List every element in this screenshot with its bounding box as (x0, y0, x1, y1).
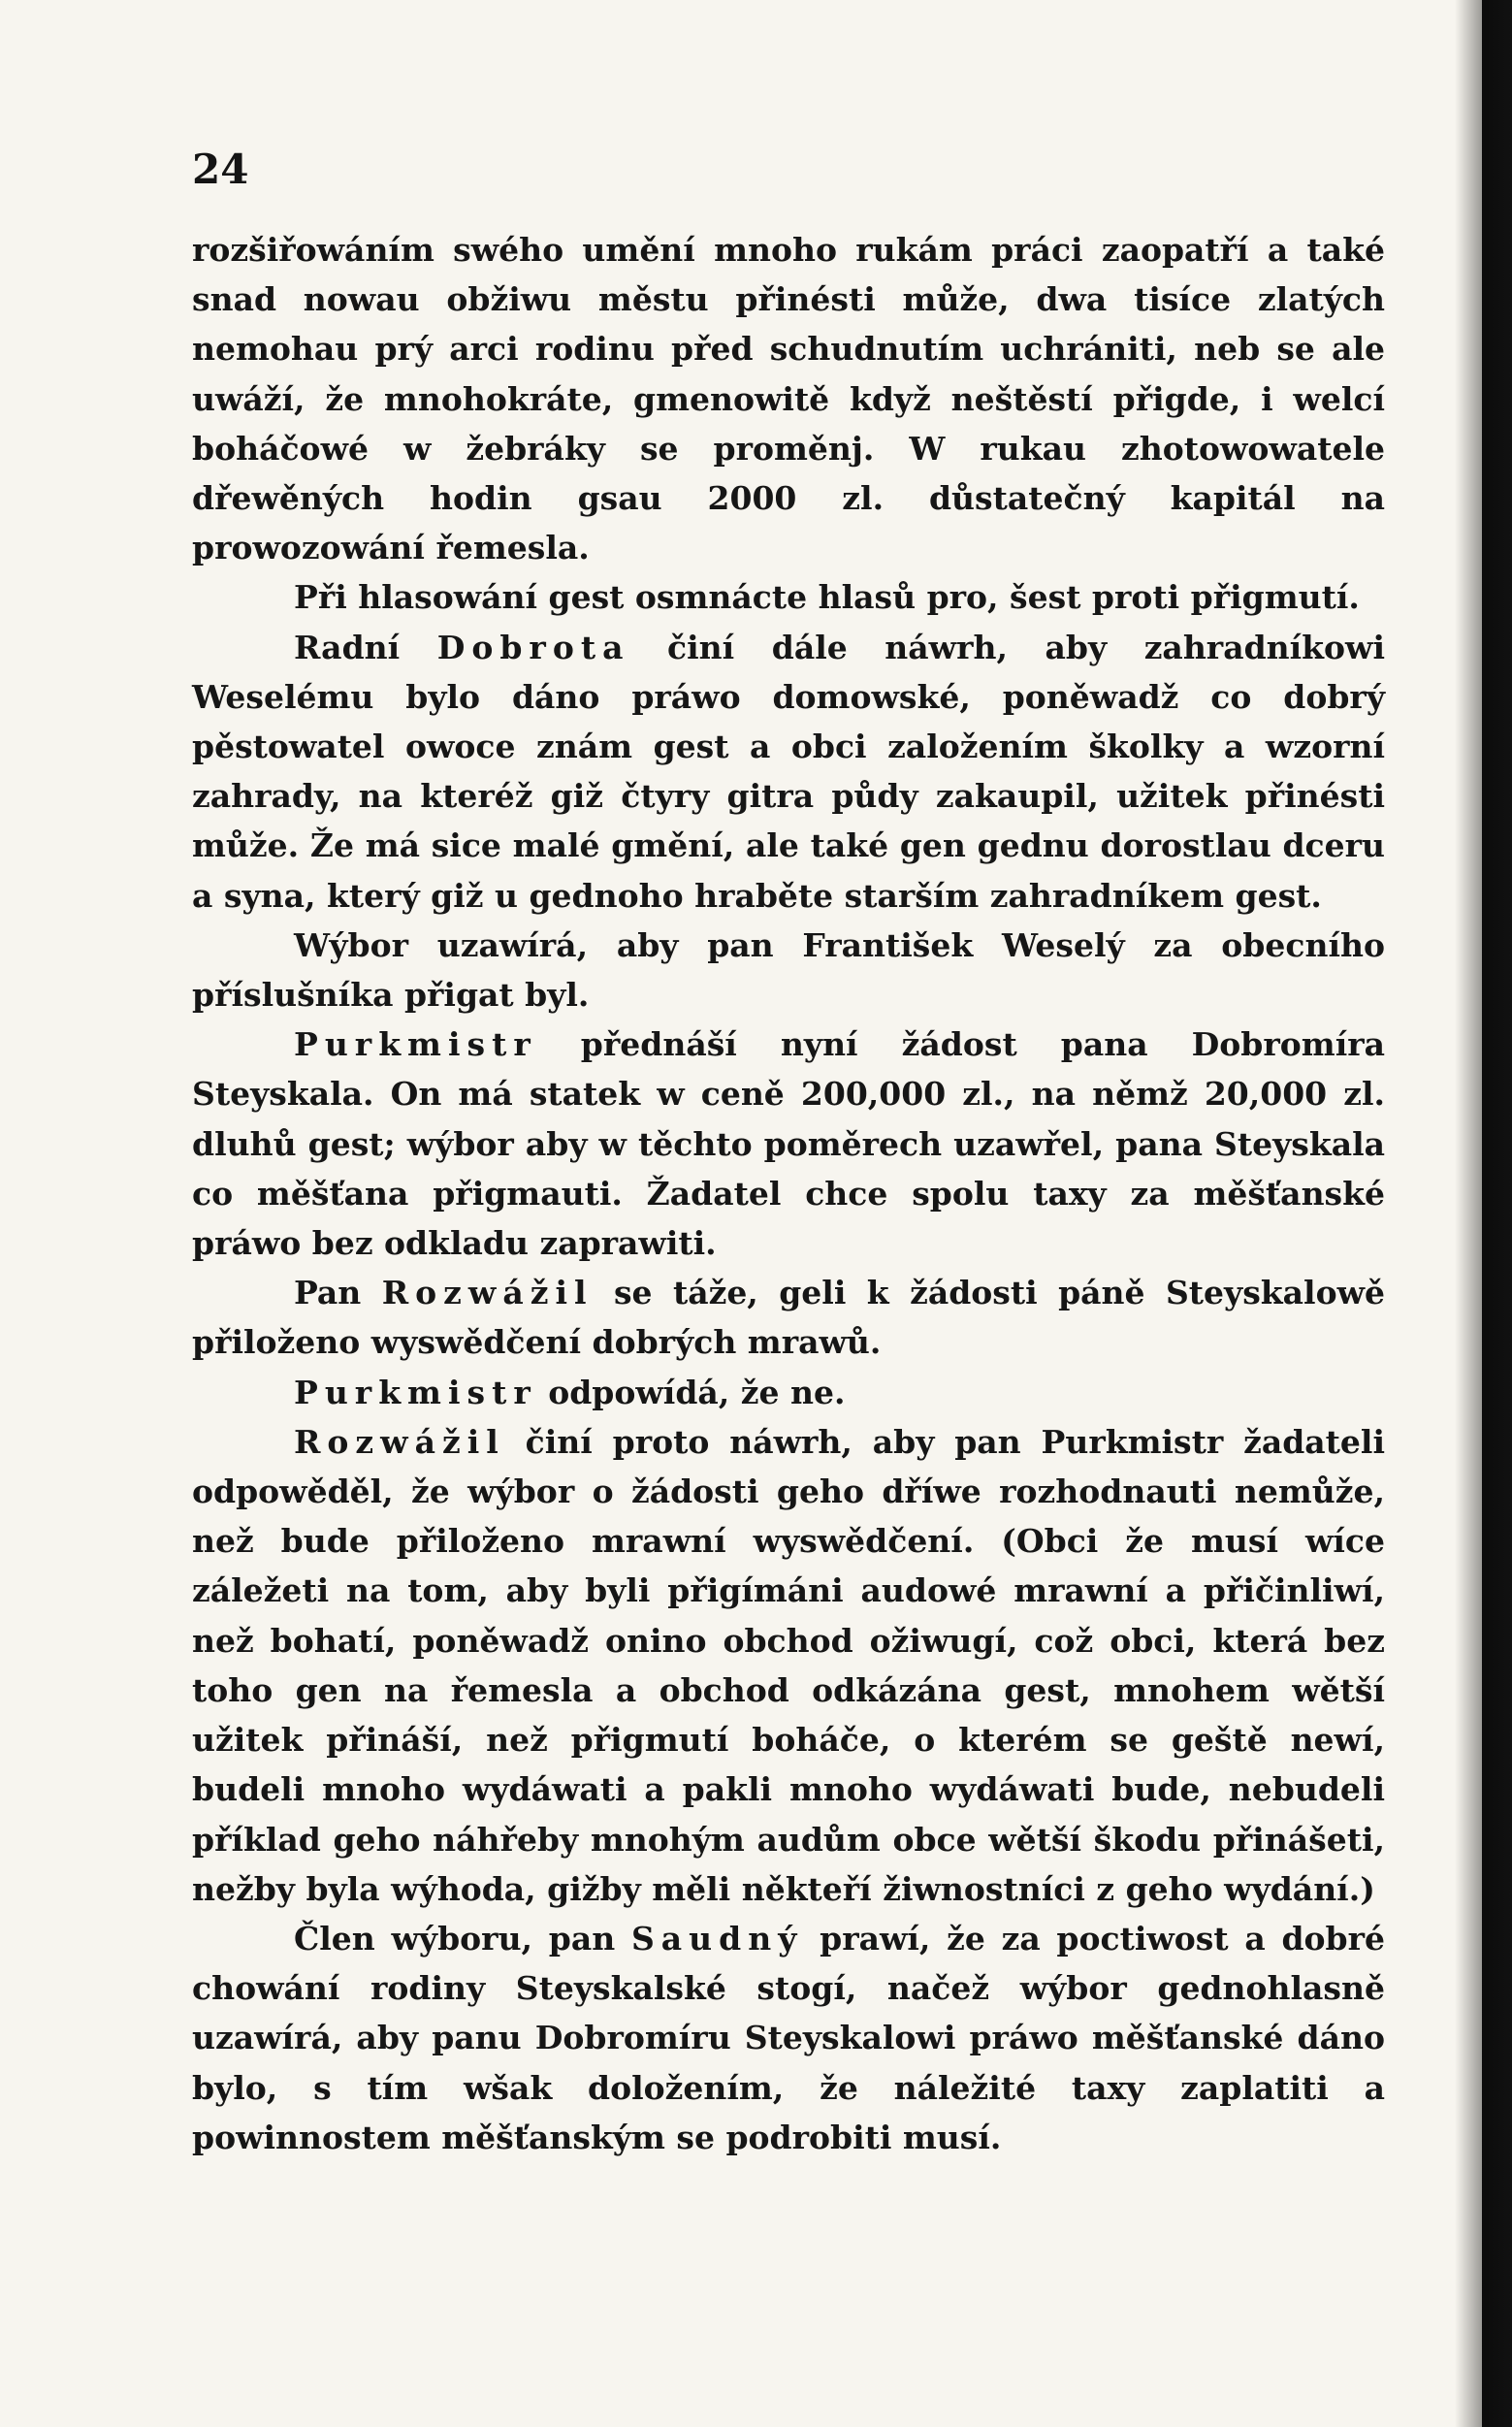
paragraph (192, 1368, 1385, 1417)
spaced-name: Dobrota (436, 628, 630, 666)
paragraph (192, 1417, 1385, 1914)
paragraph-text: přednáší nyní žádost pana Dobromíra Steyskala. On má statek w ceně 200,000 zl., na němž 20,000 zl. dluhů gest; wýbor aby w těchto poměrech uzawřel, pana Steyskala co měšťana přigmauti. Žadatel chce spolu taxy za měšťanské práwo bez odkladu zaprawiti. (192, 1025, 1385, 1263)
paragraph-text: Wýbor uzawírá, aby pan František Weselý za obecního příslušníka přigat byl. (192, 925, 1385, 1015)
paragraph (192, 1019, 1385, 1268)
paragraph (192, 1914, 1385, 2162)
spaced-name: Rozwážil (294, 1422, 505, 1461)
paragraph-text: odpowídá, že ne. (536, 1373, 846, 1411)
paragraph-text: Při hlasowání gest osmnácte hlasů pro, šest proti přigmutí. (294, 578, 1360, 617)
paragraph-text: činí proto náwrh, aby pan Purkmistr žadateli odpowěděl, že wýbor o žádosti geho dříwe rozhodnauti nemůže, než bude přiloženo mrawní wyswědčení. (Obci že musí wíce záležeti na tom, aby byli přigímáni audowé mrawní a přičinliwí, než bohatí, poněwadž onino obchod ožiwugí, což obci, která bez toho gen na řemesla a obchod odkázána gest, mnohem wětší užitek přináší, než přigmutí boháče, o kterém se geště newí, budeli mnoho wydáwati a pakli mnoho wydáwati bude, nebudeli příklad geho náhřeby mnohým audům obce wětší škodu přinášeti, nežby byla wýhoda, gižby měli někteří žiwnostníci z geho wydání.) (192, 1422, 1385, 1908)
page-number: 24 (192, 146, 249, 193)
page-edge-shadow (1455, 0, 1512, 2427)
paragraph-text: rozšiřowáním swého umění mnoho rukám práci zaopatří a také snad nowau obžiwu městu přinésti může, dwa tisíce zlatých nemohau prý arci rodinu před schudnutím uchrániti, neb se ale uwáží, že mnohokráte, gmenowitě když neštěstí přigde, i welcí boháčowé w žebráky se proměnj. W rukau zhotowowatele dřewěných hodin gsau 2000 zl. důstatečný kapitál na prowozowání řemesla. (192, 231, 1385, 567)
paragraph-text: činí dále náwrh, aby zahradníkowi Weselému bylo dáno práwo domowské, poněwadž co dobrý pěstowatel owoce znám gest a obci založením školky a wzorní zahrady, na kteréž giž čtyry gitra půdy zakaupil, užitek přinésti může. Že má sice malé gmění, ale také gen gednu dorostlau dceru a syna, který giž u gednoho hraběte starším zahradníkem gest. (192, 628, 1385, 915)
paragraph (192, 1268, 1385, 1367)
spaced-name: Saudný (630, 1919, 804, 1958)
paragraph-text: Pan (294, 1274, 382, 1312)
paragraph (192, 225, 1385, 572)
paragraph-text: Člen wýboru, pan (294, 1919, 631, 1958)
body-text (192, 225, 1385, 2162)
paragraph (192, 572, 1385, 622)
spaced-name: Rozwážil (381, 1274, 594, 1312)
paragraph-text: Radní (294, 628, 437, 666)
paragraph (192, 623, 1385, 921)
paragraph-text: se táže, geli k žádosti páně Steyskalowě přiloženo wyswědčení dobrých mrawů. (192, 1274, 1385, 1362)
paragraph-text: prawí, že za poctiwost a dobré chowání rodiny Steyskalské stogí, načež wýbor gednohlasně uzawírá, aby panu Dobromíru Steyskalowi práwo měšťanské dáno bylo, s tím wšak doložením, že náležité taxy zaplatiti a powinnostem měšťanským se podrobiti musí. (192, 1919, 1385, 2156)
spaced-name: Purkmistr (294, 1373, 537, 1411)
paragraph (192, 921, 1385, 1019)
spaced-name: Purkmistr (294, 1025, 537, 1064)
